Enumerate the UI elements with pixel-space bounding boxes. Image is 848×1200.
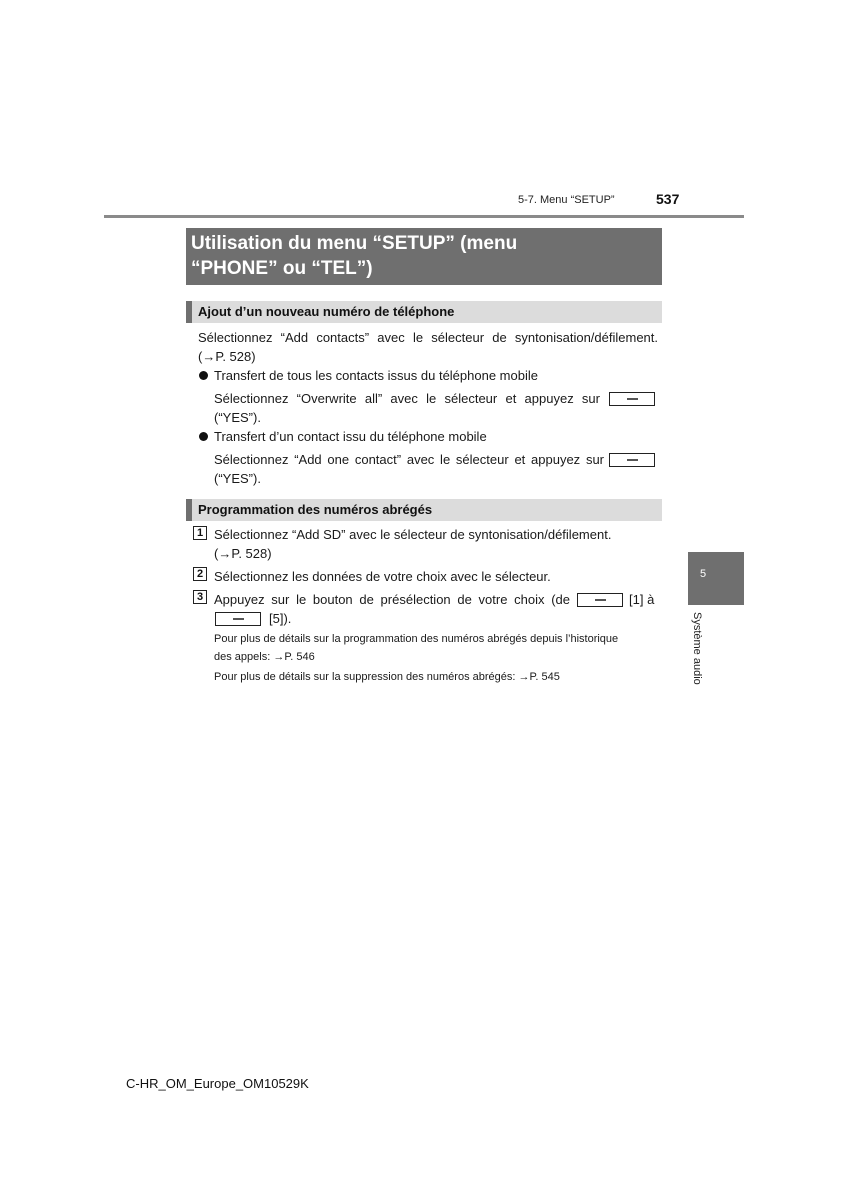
header-divider [104, 215, 744, 218]
step-number-1: 1 [193, 526, 207, 540]
page-title-line1: Utilisation du menu “SETUP” (menu [191, 233, 518, 254]
page-number: 537 [656, 191, 680, 207]
section-breadcrumb: 5-7. Menu “SETUP” [518, 194, 615, 206]
bullet-icon [199, 371, 208, 380]
section-heading-speed-dial: Programmation des numéros abrégés [186, 499, 662, 521]
step1-line1: Sélectionnez “Add SD” avec le sélecteur de syntonisation/défilement. [214, 527, 612, 542]
preset-button-5-icon [215, 612, 261, 626]
section-heading-add-number: Ajout d’un nouveau numéro de téléphone [186, 301, 662, 323]
step1-line2: (→P. 528) [214, 546, 272, 561]
step3-line1-start: Appuyez sur le bouton de présélection de votre choix (de [214, 592, 570, 607]
button-icon [609, 392, 655, 406]
section1-intro-ref: (→P. 528) [198, 349, 256, 364]
chapter-tab [688, 552, 744, 605]
step-number-2: 2 [193, 567, 207, 581]
step3-line1-end: [1] à [629, 592, 655, 607]
page-title [186, 228, 662, 285]
chapter-label: Système audio [691, 612, 703, 685]
preset-button-1-icon [577, 593, 623, 607]
document-code: C-HR_OM_Europe_OM10529K [126, 1076, 309, 1091]
section1-intro-line1: Sélectionnez “Add contacts” avec le sélecteur de syntonisation/défilement. [198, 330, 658, 345]
page-title-line2: “PHONE” ou “TEL”) [191, 258, 373, 279]
bullet2-line1: Sélectionnez “Add one contact” avec le sélecteur et appuyez sur [214, 452, 604, 467]
step2-line1: Sélectionnez les données de votre choix avec le sélecteur. [214, 569, 551, 584]
step3-line2-end: [5]). [269, 611, 292, 626]
bullet1-line2: (“YES”). [214, 410, 261, 425]
bullet-icon [199, 432, 208, 441]
bullet2-line2: (“YES”). [214, 471, 261, 486]
step-number-3: 3 [193, 590, 207, 604]
note1-line1: Pour plus de détails sur la programmation des numéros abrégés depuis l’historique [214, 633, 619, 645]
bullet1-title: Transfert de tous les contacts issus du téléphone mobile [214, 368, 538, 383]
bullet2-title: Transfert d’un contact issu du téléphone mobile [214, 429, 487, 444]
note1-line2: des appels: →P. 546 [214, 651, 315, 663]
button-icon [609, 453, 655, 467]
chapter-number: 5 [700, 568, 707, 580]
bullet1-line1: Sélectionnez “Overwrite all” avec le sélecteur et appuyez sur [214, 391, 600, 406]
note2-line1: Pour plus de détails sur la suppression des numéros abrégés: →P. 545 [214, 671, 560, 683]
